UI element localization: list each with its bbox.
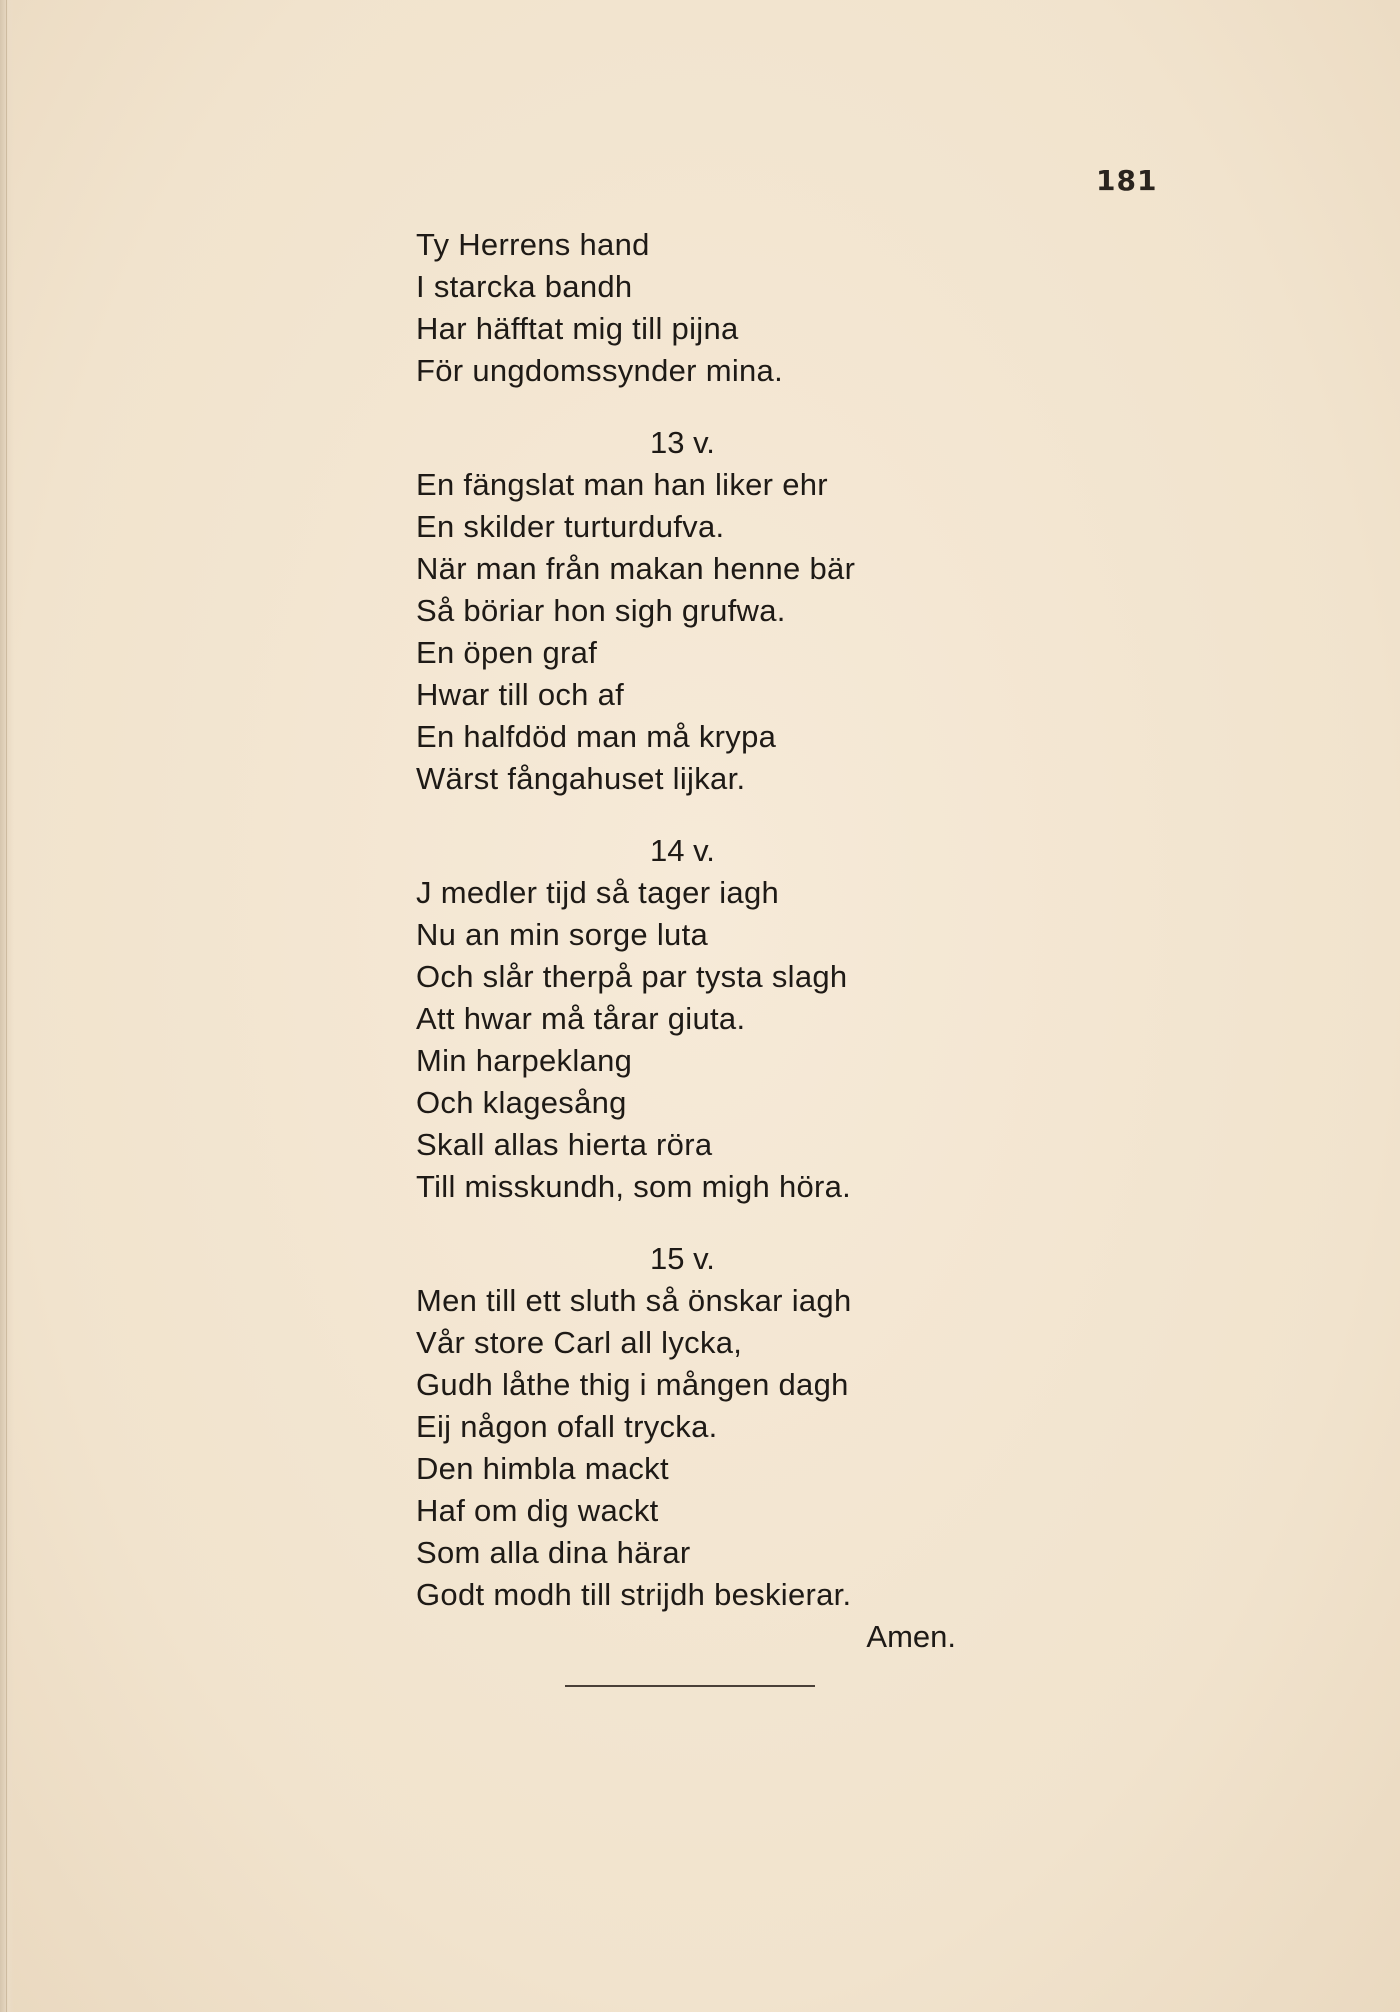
poem-line: Skall allas hierta röra	[416, 1127, 713, 1162]
poem-line: När man från makan henne bär	[416, 551, 856, 586]
binding-line	[6, 0, 7, 2012]
poem-line: Ty Herrens hand	[416, 227, 650, 262]
poem-line: Wärst fångahuset lijkar.	[416, 761, 746, 796]
poem-line: Att hwar må tårar giuta.	[416, 1001, 746, 1036]
poem-line: En fängslat man han liker ehr	[416, 467, 828, 502]
closing-amen: Amen.	[866, 1619, 956, 1654]
verse-number: 14 v.	[650, 833, 715, 868]
poem-line: Till misskundh, som migh höra.	[416, 1169, 852, 1204]
poem-line: Och klagesång	[416, 1085, 627, 1120]
poem-line: Haf om dig wackt	[416, 1493, 659, 1528]
poem-line: Gudh låthe thig i mången dagh	[416, 1367, 849, 1402]
poem-line: För ungdomssynder mina.	[416, 353, 784, 388]
verse-number: 13 v.	[650, 425, 715, 460]
poem-line: Har häfftat mig till pijna	[416, 311, 739, 346]
verse-13	[416, 422, 976, 800]
poem-line: Min harpeklang	[416, 1043, 633, 1078]
poem-text	[416, 224, 976, 1658]
poem-line: Nu an min sorge luta	[416, 917, 709, 952]
poem-line: Hwar till och af	[416, 677, 625, 712]
poem-line: J medler tijd så tager iagh	[416, 875, 780, 910]
poem-line: Godt modh till strijdh beskierar.	[416, 1577, 852, 1612]
poem-line: Så böriar hon sigh grufwa.	[416, 593, 786, 628]
poem-line: Vår store Carl all lycka,	[416, 1325, 743, 1360]
poem-line: En öpen graf	[416, 635, 598, 670]
poem-line: Den himbla mackt	[416, 1451, 669, 1486]
page-binding-edge	[0, 0, 14, 2012]
poem-line: En halfdöd man må krypa	[416, 719, 777, 754]
poem-line: Och slår therpå par tysta slagh	[416, 959, 848, 994]
opening-stanza	[416, 224, 976, 392]
verse-15	[416, 1238, 976, 1616]
poem-line: Eij någon ofall trycka.	[416, 1409, 718, 1444]
verse-14	[416, 830, 976, 1208]
end-rule	[565, 1685, 815, 1687]
poem-line: En skilder turturdufva.	[416, 509, 725, 544]
poem-line: Som alla dina härar	[416, 1535, 691, 1570]
verse-number: 15 v.	[650, 1241, 715, 1276]
page-number: 181	[1096, 164, 1158, 197]
poem-line: Men till ett sluth så önskar iagh	[416, 1283, 852, 1318]
poem-line: I starcka bandh	[416, 269, 633, 304]
